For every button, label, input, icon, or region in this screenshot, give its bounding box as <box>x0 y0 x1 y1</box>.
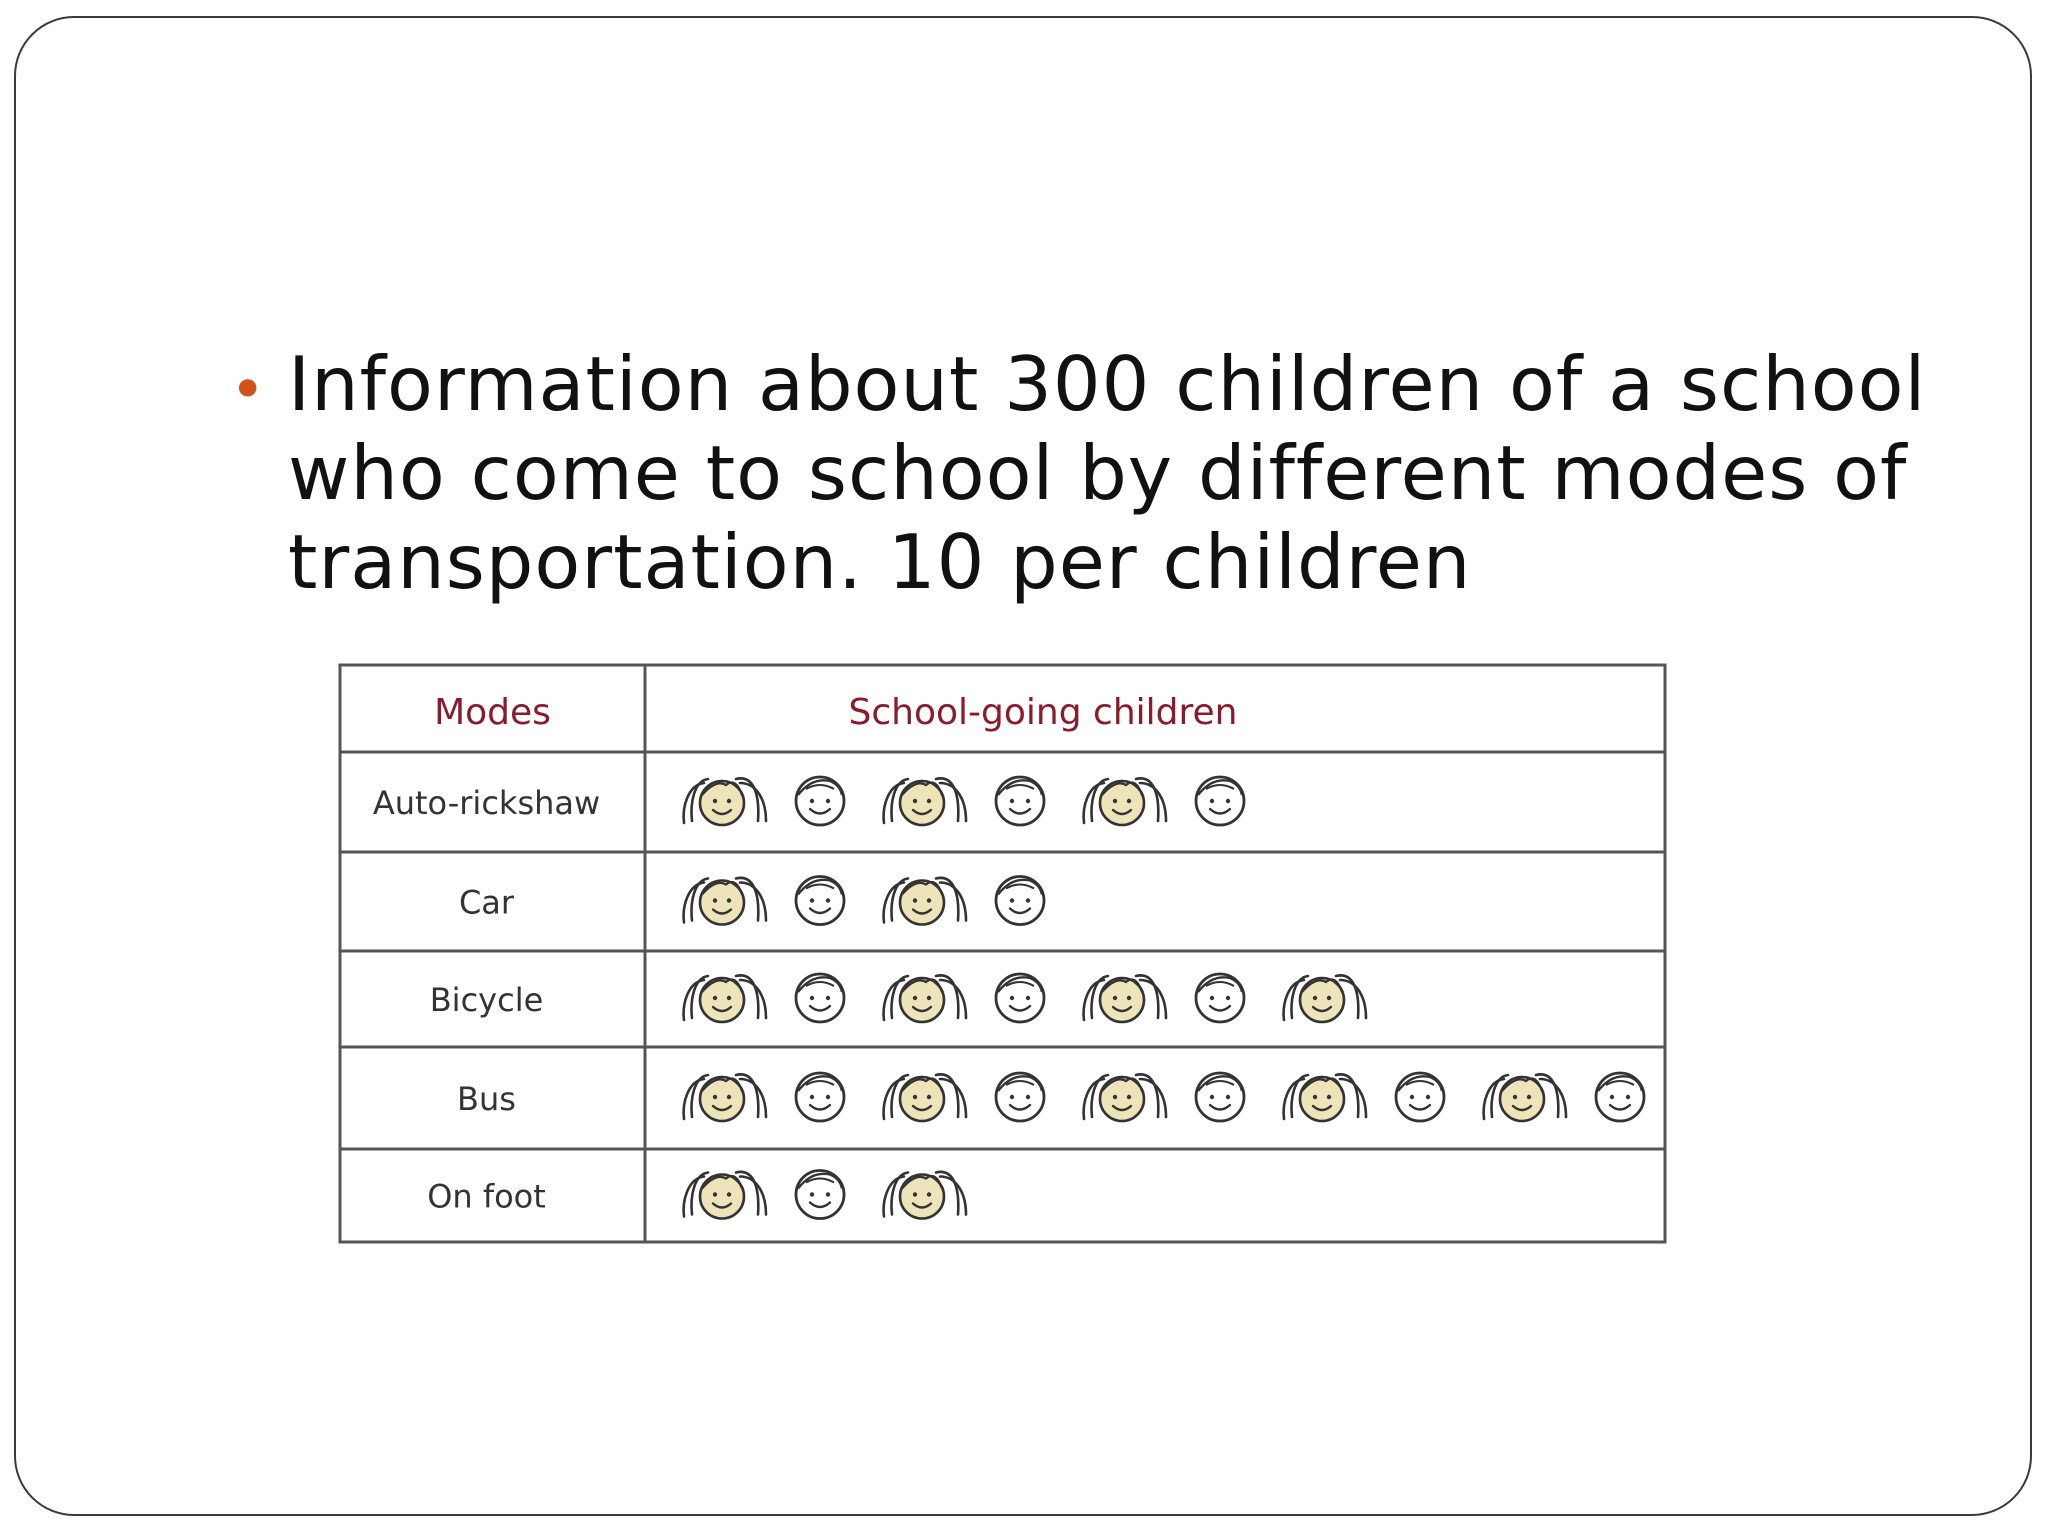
boy-face-icon-3-7 <box>1396 1073 1444 1121</box>
boy-face-icon-1-3 <box>996 877 1044 925</box>
boy-face-icon-3-3 <box>996 1073 1044 1121</box>
mode-label-0: Auto-rickshaw <box>372 784 601 822</box>
boy-face-icon-0-3 <box>996 777 1044 825</box>
boy-face-icon-3-1 <box>796 1073 844 1121</box>
header-modes: Modes <box>434 692 551 733</box>
mode-label-4: On foot <box>427 1177 546 1216</box>
boy-face-icon-2-1 <box>796 974 844 1022</box>
header-school-going-children: School-going children <box>848 692 1238 733</box>
boy-face-icon-4-1 <box>796 1171 844 1219</box>
boy-face-icon-3-9 <box>1596 1073 1644 1121</box>
boy-face-icon-2-3 <box>996 974 1044 1022</box>
boy-face-icon-0-1 <box>796 777 844 825</box>
bullet-text: Information about 300 children of a school who come to school by different modes of transportation. 10 per children <box>288 340 1927 606</box>
mode-label-1: Car <box>458 883 515 922</box>
boy-face-icon-2-5 <box>1196 974 1244 1022</box>
boy-face-icon-1-1 <box>796 877 844 925</box>
boy-face-icon-0-5 <box>1196 777 1244 825</box>
bullet-dot-icon: • <box>230 355 266 425</box>
mode-label-2: Bicycle <box>429 981 544 1019</box>
mode-label-3: Bus <box>457 1080 516 1118</box>
boy-face-icon-3-5 <box>1196 1073 1244 1121</box>
